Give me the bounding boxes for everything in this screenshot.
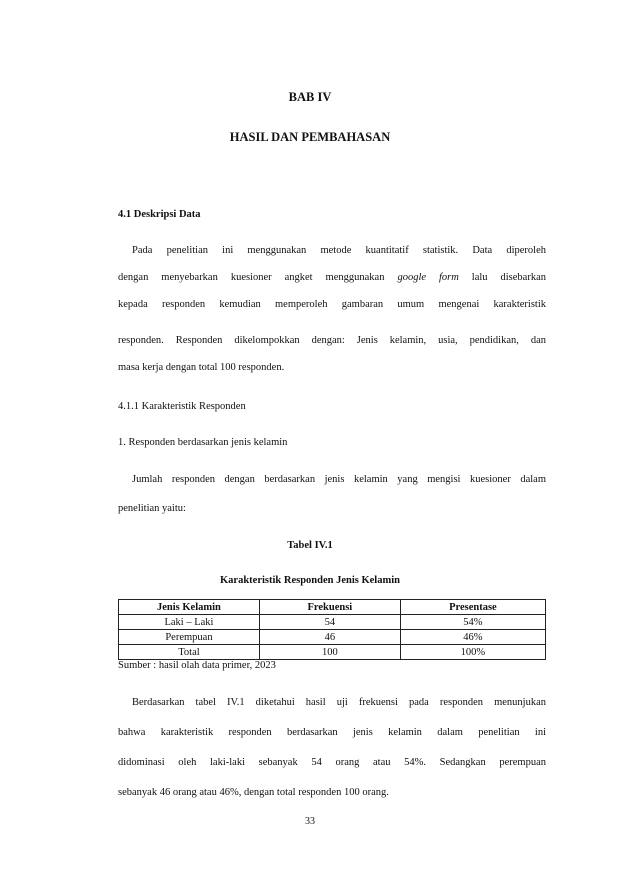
subsection-item: 1. Responden berdasarkan jenis kelamin: [118, 437, 288, 448]
header-jenis-kelamin: Jenis Kelamin: [119, 600, 260, 615]
paragraph-line-5: masa kerja dengan total 100 responden.: [118, 362, 285, 373]
table-header-row: [119, 600, 546, 615]
table-cell: 46%: [400, 630, 545, 645]
paragraph-line-3: kepada responden kemudian memperoleh gambaran umum mengenai karakteristik: [118, 299, 546, 310]
paragraph-line-2-text: dengan menyebarkan kuesioner angket menggunakan: [118, 272, 385, 283]
header-frekuensi: Frekuensi: [259, 600, 400, 615]
table-cell: Laki – Laki: [119, 615, 260, 630]
table-cell: 54%: [400, 615, 545, 630]
table-cell: 54: [259, 615, 400, 630]
table-source: Sumber : hasil olah data primer, 2023: [118, 660, 276, 671]
paragraph-line-1: Pada penelitian ini menggunakan metode kuantitatif statistik. Data diperoleh: [132, 245, 546, 256]
paragraph-line-4: responden. Responden dikelompokkan dengan: Jenis kelamin, usia, pendidikan, dan: [118, 335, 546, 346]
discussion-line-2: bahwa karakteristik responden berdasarkan jenis kelamin dalam penelitian ini: [118, 727, 546, 738]
table-cell: Total: [119, 645, 260, 660]
table-caption-title: Karakteristik Responden Jenis Kelamin: [220, 575, 400, 586]
intro-line-2: penelitian yaitu:: [118, 503, 186, 514]
section-heading: 4.1 Deskripsi Data: [118, 209, 201, 220]
table-cell: 100: [259, 645, 400, 660]
table-cell: 46: [259, 630, 400, 645]
chapter-title: HASIL DAN PEMBAHASAN: [229, 130, 391, 144]
header-presentase: Presentase: [400, 600, 545, 615]
table-row: [119, 645, 546, 660]
subsection-heading: 4.1.1 Karakteristik Responden: [118, 401, 246, 412]
table-caption-number: Tabel IV.1: [287, 540, 333, 551]
paragraph-line-2-tail: lalu disebarkan: [471, 272, 546, 283]
intro-line-1: Jumlah responden dengan berdasarkan jenis kelamin yang mengisi kuesioner dalam: [132, 474, 546, 485]
page-number: 33: [305, 816, 315, 827]
table-row: [119, 630, 546, 645]
discussion-line-3: didominasi oleh laki-laki sebanyak 54 orang atau 54%. Sedangkan perempuan: [118, 757, 546, 768]
table-row: [119, 615, 546, 630]
italic-term: google form: [397, 272, 459, 283]
paragraph-line-2: [118, 271, 546, 285]
respondent-gender-table: [118, 599, 546, 660]
table-cell: Perempuan: [119, 630, 260, 645]
discussion-line-1: Berdasarkan tabel IV.1 diketahui hasil uji frekuensi pada responden menunjukan: [132, 697, 546, 708]
discussion-line-4: sebanyak 46 orang atau 46%, dengan total responden 100 orang.: [118, 787, 389, 798]
table-cell: 100%: [400, 645, 545, 660]
chapter-label: BAB IV: [288, 90, 332, 104]
